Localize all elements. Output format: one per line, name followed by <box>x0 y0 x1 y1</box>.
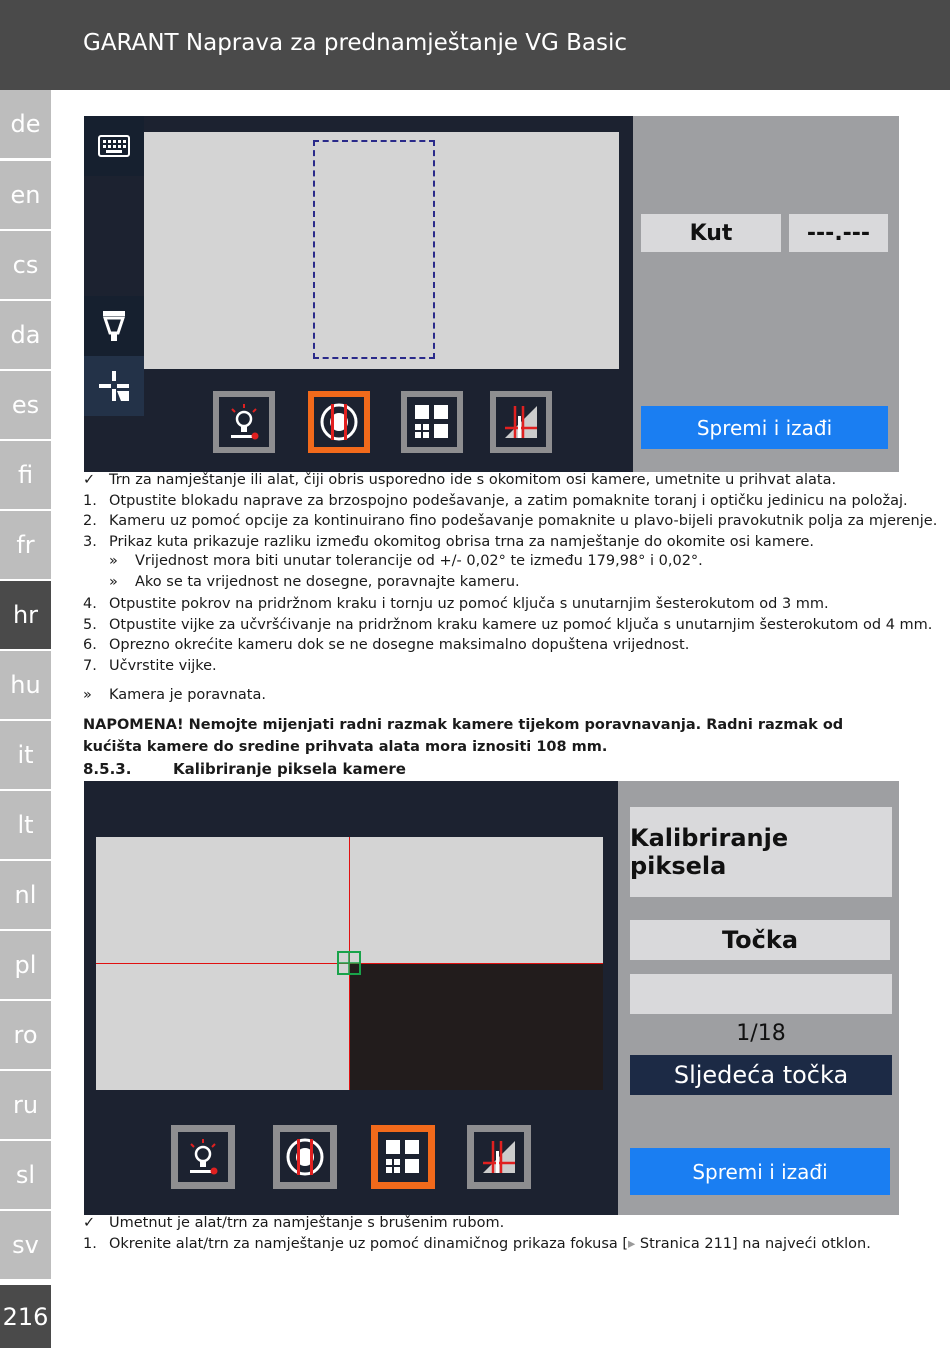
light-icon <box>219 397 269 447</box>
calibration-target-marker <box>337 951 361 975</box>
lang-tab-de[interactable]: de <box>0 90 51 158</box>
camera-image <box>96 837 603 1090</box>
step-number: 3. <box>83 534 97 550</box>
calibration-button[interactable] <box>467 1125 531 1189</box>
step-text: Kameru uz pomoć opcije za kontinuirano fino podešavanje pomaknite u plavo-bijeli pravokutnik polja za mjerenje. <box>109 513 938 529</box>
calibration-button[interactable] <box>490 391 552 453</box>
pixel-grid-icon <box>378 1132 428 1182</box>
page-title: GARANT Naprava za prednamještanje VG Basic <box>83 30 628 56</box>
step-number: 1. <box>83 1236 97 1252</box>
lang-tab-sl[interactable]: sl <box>0 1141 51 1209</box>
lang-tab-hr[interactable]: hr <box>0 581 51 649</box>
lang-tab-en[interactable]: en <box>0 161 51 229</box>
result-marker: » <box>109 553 118 569</box>
step-number: 4. <box>83 596 97 612</box>
tool-holder-icon[interactable] <box>84 296 144 356</box>
camera-align-button[interactable] <box>308 391 370 453</box>
camera-view-panel <box>84 781 618 1215</box>
step-text: Otpustite vijke za učvršćivanje na pridržnom kraku kamere uz pomoć ključa s unutarnjim šesterokutom od 4 mm. <box>109 617 933 633</box>
note-text: NAPOMENA! Nemojte mijenjati radni razmak kamere tijekom poravnavanja. Radni razmak od kućišta kamere do sredine prihvata alata mora iznositi 108 mm. <box>83 717 844 755</box>
lang-tab-nl[interactable]: nl <box>0 861 51 929</box>
step-text: Učvrstite vijke. <box>109 658 217 674</box>
lang-tab-hu[interactable]: hu <box>0 651 51 719</box>
prerequisite-text: Trn za namještanje ili alat, čiji obris usporedno ide s okomitom osi kamere, umetnite u prihvat alata. <box>109 472 837 488</box>
camera-view-panel <box>84 116 633 472</box>
step-text-start: Okrenite alat/trn za namještanje uz pomoć dinamičnog prikaza fokusa [ <box>109 1236 629 1252</box>
save-and-exit-button[interactable]: Spremi i izađi <box>641 406 888 449</box>
lang-tab-lt[interactable]: lt <box>0 791 51 859</box>
lang-tab-fr[interactable]: fr <box>0 511 51 579</box>
page-number: 216 <box>0 1285 51 1348</box>
step-number: 5. <box>83 617 97 633</box>
pixel-grid-button[interactable] <box>371 1125 435 1189</box>
screenshot-camera-alignment <box>84 116 899 472</box>
point-counter: 1/18 <box>736 1021 786 1046</box>
point-label: Točka <box>630 920 890 960</box>
link-arrow-icon: ▸ <box>628 1236 640 1252</box>
prerequisite-text: Umetnut je alat/trn za namještanje s brušenim rubom. <box>109 1215 505 1231</box>
light-icon <box>178 1132 228 1182</box>
step-number: 1. <box>83 493 97 509</box>
section-number: 8.5.3. <box>83 760 132 778</box>
light-button[interactable] <box>171 1125 235 1189</box>
keyboard-icon[interactable] <box>84 116 144 176</box>
lang-tab-fi[interactable]: fi <box>0 441 51 509</box>
step-number: 2. <box>83 513 97 529</box>
next-point-button[interactable]: Sljedeća točka <box>630 1055 892 1095</box>
lang-tab-ro[interactable]: ro <box>0 1001 51 1069</box>
pixel-grid-icon <box>407 397 457 447</box>
check-mark: ✓ <box>83 472 96 488</box>
step-text: Prikaz kuta prikazuje razliku između okomitog obrisa trna za namještanje do okomite osi kamere. <box>109 534 815 550</box>
step-text: Oprezno okrećite kameru dok se ne dosegne maksimalno dopuštena vrijednost. <box>109 637 690 653</box>
pixel-calibration-title: Kalibriranje piksela <box>630 807 892 897</box>
save-and-exit-button[interactable]: Spremi i izađi <box>630 1148 890 1195</box>
lang-tab-ru[interactable]: ru <box>0 1071 51 1139</box>
result-marker: » <box>109 574 118 590</box>
lang-tab-cs[interactable]: cs <box>0 231 51 299</box>
camera-align-icon <box>314 397 364 447</box>
lang-tab-sv[interactable]: sv <box>0 1211 51 1279</box>
sub-result-text: Ako se ta vrijednost ne dosegne, poravnajte kameru. <box>135 574 520 590</box>
calibration-icon <box>474 1132 524 1182</box>
lang-tab-da[interactable]: da <box>0 301 51 369</box>
result-marker: » <box>83 687 92 703</box>
lang-tab-es[interactable]: es <box>0 371 51 439</box>
angle-value: ---.--- <box>789 214 888 252</box>
calibration-icon <box>496 397 546 447</box>
lang-tab-pl[interactable]: pl <box>0 931 51 999</box>
step-text: Otpustite blokadu naprave za brzospojno podešavanje, a zatim pomaknite toranj i optičku jedinicu na položaj. <box>109 493 908 509</box>
camera-image <box>144 132 619 369</box>
step-number: 6. <box>83 637 97 653</box>
sub-result-text: Vrijednost mora biti unutar tolerancije od +/- 0,02° te između 179,98° i 0,02°. <box>135 553 703 569</box>
result-text: Kamera je poravnata. <box>109 687 266 703</box>
crosshair-icon[interactable] <box>84 356 144 416</box>
measurement-field-rectangle <box>313 140 435 359</box>
step-text-end: ] na najveći otklon. <box>732 1236 871 1252</box>
step-text: Otpustite pokrov na pridržnom kraku i tornju uz pomoć ključa s unutarnjim šesterokutom od 3 mm. <box>109 596 829 612</box>
page-header <box>0 0 950 90</box>
screenshot-pixel-calibration <box>84 781 899 1215</box>
step-text <box>109 1236 871 1252</box>
page-reference-link[interactable]: Stranica 211 <box>639 1236 733 1252</box>
camera-align-icon <box>280 1132 330 1182</box>
pixel-grid-button[interactable] <box>401 391 463 453</box>
angle-label: Kut <box>641 214 781 252</box>
tool-edge-region <box>349 964 603 1090</box>
language-sidebar <box>0 90 51 1348</box>
point-value-field <box>630 974 892 1014</box>
section-title: Kalibriranje piksela kamere <box>173 760 406 778</box>
light-button[interactable] <box>213 391 275 453</box>
check-mark: ✓ <box>83 1215 96 1231</box>
lang-tab-it[interactable]: it <box>0 721 51 789</box>
camera-align-button[interactable] <box>273 1125 337 1189</box>
step-number: 7. <box>83 658 97 674</box>
